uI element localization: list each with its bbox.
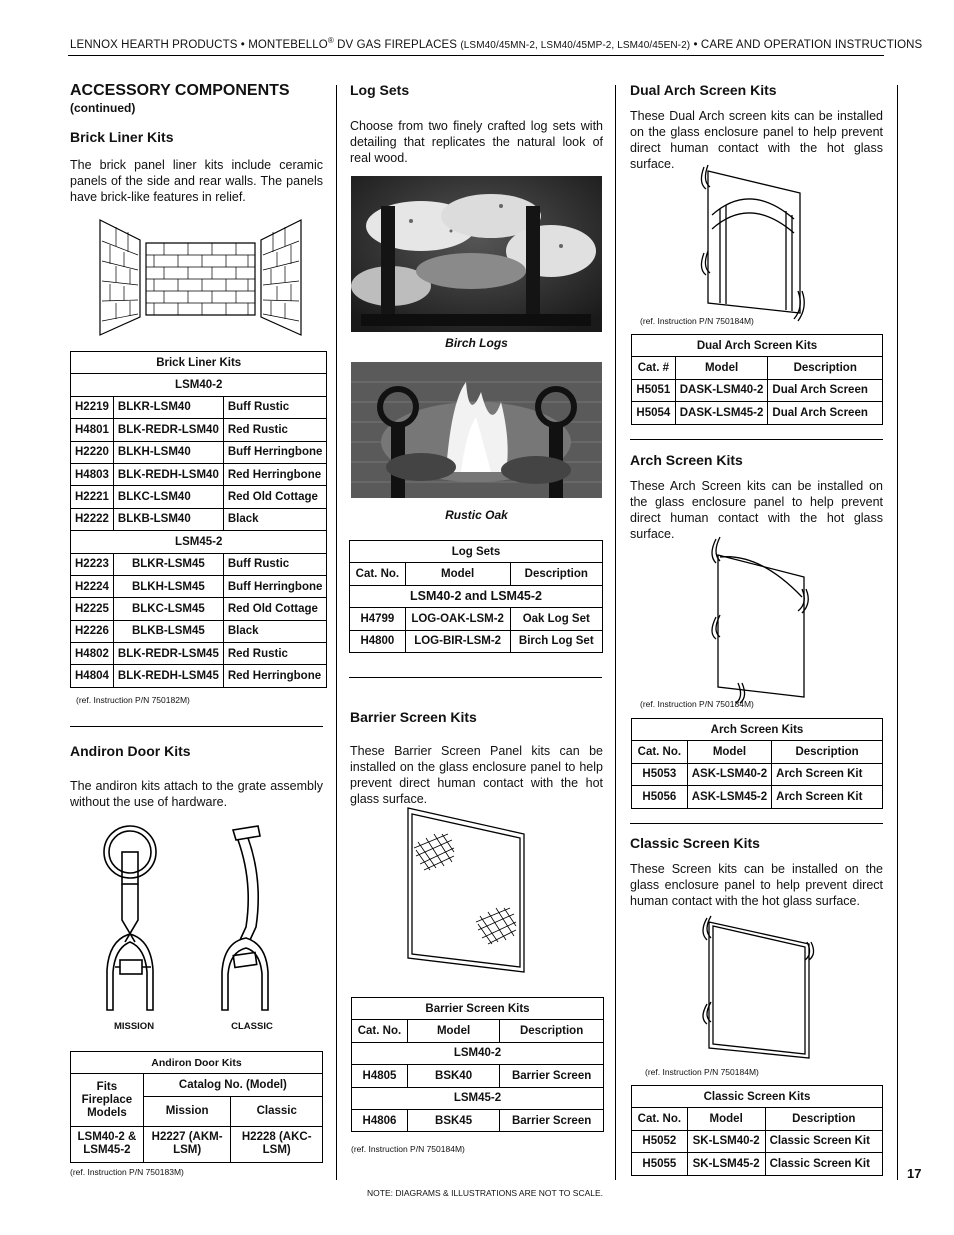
brick-liner-text: The brick panel liner kits include ceramic panels of the side and rear walls. The panels have brick-like features in relief. <box>70 158 323 204</box>
classic-screen-ref: (ref. Instruction P/N 750184M) <box>645 1067 759 1077</box>
table-cell: BLKR-LSM45 <box>113 553 223 575</box>
rule <box>70 726 323 727</box>
classic-header-model: Model <box>687 1108 765 1130</box>
andiron-fits-header: Fits Fireplace Models <box>71 1074 144 1126</box>
table-row <box>71 396 327 418</box>
table-cell: Dual Arch Screen <box>768 379 883 401</box>
table-row <box>632 1153 883 1175</box>
table-row <box>71 419 327 441</box>
barrier-table <box>351 997 604 1132</box>
rustic-oak-photo <box>351 362 602 498</box>
section-continued: (continued) <box>70 101 136 115</box>
table-cell: SK-LSM45-2 <box>687 1153 765 1175</box>
arch-screen-diagram <box>698 533 818 705</box>
table-row <box>632 763 883 785</box>
table-row <box>350 608 603 630</box>
table-cell: BSK45 <box>407 1109 499 1131</box>
table-cell: Arch Screen Kit <box>772 763 883 785</box>
log-header-cat: Cat. No. <box>350 563 406 585</box>
dual-arch-heading: Dual Arch Screen Kits <box>630 82 777 98</box>
table-row <box>71 441 327 463</box>
dual-arch-text: These Dual Arch screen kits can be installed on the glass enclosure panel to help prevent direct human contact with the hot glass surface. <box>630 109 883 171</box>
log-sets-text: Choose from two finely crafted log sets with detailing that replicates the natural look of real wood. <box>350 119 603 165</box>
log-header-description: Description <box>510 563 602 585</box>
classic-andiron-diagram <box>208 822 278 1018</box>
table-row <box>352 1065 604 1087</box>
table-cell: H2226 <box>71 620 114 642</box>
table-cell: H2225 <box>71 598 114 620</box>
table-cell: Arch Screen Kit <box>772 786 883 808</box>
table-row <box>71 575 327 597</box>
table-cell: Red Old Cottage <box>223 598 327 620</box>
brick-liner-diagram <box>98 215 303 340</box>
table-cell: H2222 <box>71 508 114 530</box>
table-cell: H4802 <box>71 643 114 665</box>
table-cell: BLK-REDH-LSM45 <box>113 665 223 687</box>
scale-note: NOTE: DIAGRAMS & ILLUSTRATIONS ARE NOT TO SCALE. <box>367 1188 604 1198</box>
birch-logs-caption: Birch Logs <box>445 336 508 350</box>
table-row <box>71 508 327 530</box>
table-cell: Red Herringbone <box>223 463 327 485</box>
arch-ref: (ref. Instruction P/N 750184M) <box>640 699 754 709</box>
table-row <box>71 665 327 687</box>
arch-header-cat: Cat. No. <box>632 741 688 763</box>
table-cell: H4799 <box>350 608 406 630</box>
andiron-ref: (ref. Instruction P/N 750183M) <box>70 1167 184 1177</box>
rule <box>630 823 883 824</box>
table-cell: H2220 <box>71 441 114 463</box>
table-cell: Classic Screen Kit <box>765 1130 882 1152</box>
table-row <box>632 1130 883 1152</box>
table-cell: Birch Log Set <box>510 630 602 652</box>
table-cell: H4803 <box>71 463 114 485</box>
dual-arch-header-cat: Cat. # <box>632 357 676 379</box>
table-row <box>632 402 883 424</box>
table-cell: SK-LSM40-2 <box>687 1130 765 1152</box>
brick-table-group-lsm45: LSM45-2 <box>71 531 327 553</box>
dual-arch-table-title: Dual Arch Screen Kits <box>632 335 883 357</box>
table-cell: BLK-REDR-LSM45 <box>113 643 223 665</box>
barrier-group-lsm40: LSM40-2 <box>352 1042 604 1064</box>
table-cell: H2223 <box>71 553 114 575</box>
arch-header-model: Model <box>687 741 771 763</box>
brick-liner-heading: Brick Liner Kits <box>70 129 174 145</box>
mission-andiron-diagram <box>95 822 165 1018</box>
section-title: ACCESSORY COMPONENTS <box>70 82 290 99</box>
arch-table-title: Arch Screen Kits <box>632 719 883 741</box>
page-number: 17 <box>907 1166 922 1181</box>
table-cell: DASK-LSM45-2 <box>675 402 768 424</box>
column-divider-2 <box>615 85 616 1180</box>
classic-header-cat: Cat. No. <box>632 1108 688 1130</box>
table-cell: BLKH-LSM45 <box>113 575 223 597</box>
table-cell: Red Herringbone <box>223 665 327 687</box>
barrier-header-description: Description <box>500 1020 604 1042</box>
table-cell: H5051 <box>632 379 676 401</box>
table-row <box>352 1109 604 1131</box>
table-cell: H4806 <box>352 1109 408 1131</box>
table-row <box>632 786 883 808</box>
table-cell: Red Rustic <box>223 643 327 665</box>
arch-text: These Arch Screen kits can be installed on the glass enclosure panel to help prevent direct human contact with the hot glass surface. <box>630 479 883 541</box>
andiron-heading: Andiron Door Kits <box>70 743 191 759</box>
log-table-group: LSM40-2 and LSM45-2 <box>350 585 603 607</box>
mission-label: MISSION <box>113 1021 155 1032</box>
table-cell: Red Rustic <box>223 419 327 441</box>
table-cell: Barrier Screen <box>500 1065 604 1087</box>
brick-liner-table <box>70 351 327 688</box>
table-cell: H2224 <box>71 575 114 597</box>
table-cell: BLKC-LSM40 <box>113 486 223 508</box>
table-cell: H4801 <box>71 419 114 441</box>
dual-arch-table <box>631 334 883 425</box>
arch-heading: Arch Screen Kits <box>630 452 743 468</box>
header-models: (LSM40/45MN-2, LSM40/45MP-2, LSM40/45EN-2) <box>460 39 691 51</box>
andiron-mission-cell: H2227 (AKM-LSM) <box>143 1126 231 1162</box>
rustic-oak-caption: Rustic Oak <box>445 508 508 522</box>
header-product: DV GAS FIREPLACES <box>333 38 461 51</box>
barrier-screen-diagram <box>396 804 531 976</box>
running-header <box>70 36 923 51</box>
table-cell: LOG-OAK-LSM-2 <box>405 608 510 630</box>
log-header-model: Model <box>405 563 510 585</box>
arch-table <box>631 718 883 809</box>
classic-screen-diagram <box>693 914 823 1066</box>
table-cell: DASK-LSM40-2 <box>675 379 768 401</box>
table-cell: BLKH-LSM40 <box>113 441 223 463</box>
table-cell: BLK-REDH-LSM40 <box>113 463 223 485</box>
table-cell: BLKB-LSM40 <box>113 508 223 530</box>
barrier-table-title: Barrier Screen Kits <box>352 998 604 1020</box>
table-cell: Dual Arch Screen <box>768 402 883 424</box>
dual-arch-screen-diagram <box>690 163 820 323</box>
brick-liner-ref: (ref. Instruction P/N 750182M) <box>76 695 190 705</box>
header-brand: LENNOX HEARTH PRODUCTS • MONTEBELLO <box>70 38 328 51</box>
table-cell: H4805 <box>352 1065 408 1087</box>
table-cell: H2219 <box>71 396 114 418</box>
table-cell: ASK-LSM40-2 <box>687 763 771 785</box>
table-row <box>71 643 327 665</box>
table-cell: BLKR-LSM40 <box>113 396 223 418</box>
andiron-text: The andiron kits attach to the grate assembly without the use of hardware. <box>70 779 323 809</box>
barrier-group-lsm45: LSM45-2 <box>352 1087 604 1109</box>
table-cell: Red Old Cottage <box>223 486 327 508</box>
classic-screen-table <box>631 1085 883 1176</box>
table-cell: H5052 <box>632 1130 688 1152</box>
column-divider-1 <box>336 85 337 1180</box>
table-cell: H5056 <box>632 786 688 808</box>
table-cell: BLK-REDR-LSM40 <box>113 419 223 441</box>
table-cell: H5055 <box>632 1153 688 1175</box>
andiron-models-cell: LSM40-2 & LSM45-2 <box>71 1126 144 1162</box>
table-cell: H5053 <box>632 763 688 785</box>
table-cell: Classic Screen Kit <box>765 1153 882 1175</box>
brick-table-group-lsm40: LSM40-2 <box>71 374 327 396</box>
dual-arch-header-model: Model <box>675 357 768 379</box>
classic-table-title: Classic Screen Kits <box>632 1086 883 1108</box>
table-cell: Black <box>223 620 327 642</box>
brick-table-title: Brick Liner Kits <box>71 352 327 374</box>
barrier-heading: Barrier Screen Kits <box>350 709 477 725</box>
header-registered-mark: ® <box>327 36 334 45</box>
andiron-classic-header: Classic <box>231 1096 323 1126</box>
andiron-mission-header: Mission <box>143 1096 231 1126</box>
table-row <box>71 598 327 620</box>
dual-arch-ref: (ref. Instruction P/N 750184M) <box>640 316 754 326</box>
table-cell: LOG-BIR-LSM-2 <box>405 630 510 652</box>
table-row <box>71 620 327 642</box>
classic-label: CLASSIC <box>231 1021 273 1032</box>
rule <box>630 439 883 440</box>
andiron-table <box>70 1051 323 1163</box>
log-sets-table <box>349 540 603 653</box>
table-cell: Buff Herringbone <box>223 441 327 463</box>
header-doc-type: • CARE AND OPERATION INSTRUCTIONS <box>690 38 923 51</box>
andiron-catalog-header: Catalog No. (Model) <box>143 1074 322 1096</box>
table-cell: ASK-LSM45-2 <box>687 786 771 808</box>
classic-screen-text: These Screen kits can be installed on the glass enclosure panel to help prevent direct human contact with the hot glass surface. <box>630 862 883 908</box>
table-cell: Buff Herringbone <box>223 575 327 597</box>
column-divider-3 <box>897 85 898 1180</box>
barrier-ref: (ref. Instruction P/N 750184M) <box>351 1144 465 1154</box>
table-cell: H4804 <box>71 665 114 687</box>
table-cell: Barrier Screen <box>500 1109 604 1131</box>
dual-arch-header-description: Description <box>768 357 883 379</box>
table-row <box>71 553 327 575</box>
barrier-header-model: Model <box>407 1020 499 1042</box>
table-cell: Oak Log Set <box>510 608 602 630</box>
table-row <box>350 630 603 652</box>
table-cell: H5054 <box>632 402 676 424</box>
table-row <box>71 486 327 508</box>
classic-header-description: Description <box>765 1108 882 1130</box>
header-rule <box>68 55 884 56</box>
andiron-classic-cell: H2228 (AKC-LSM) <box>231 1126 323 1162</box>
rule <box>349 677 602 678</box>
classic-screen-heading: Classic Screen Kits <box>630 835 760 851</box>
barrier-header-cat: Cat. No. <box>352 1020 408 1042</box>
table-cell: Buff Rustic <box>223 396 327 418</box>
arch-header-description: Description <box>772 741 883 763</box>
table-row <box>71 463 327 485</box>
table-cell: BSK40 <box>407 1065 499 1087</box>
table-cell: H4800 <box>350 630 406 652</box>
table-cell: H2221 <box>71 486 114 508</box>
table-cell: BLKB-LSM45 <box>113 620 223 642</box>
table-row <box>632 379 883 401</box>
birch-logs-photo <box>351 176 602 332</box>
log-table-title: Log Sets <box>350 541 603 563</box>
table-cell: Black <box>223 508 327 530</box>
table-cell: Buff Rustic <box>223 553 327 575</box>
barrier-text: These Barrier Screen Panel kits can be installed on the glass enclosure panel to help prevent direct human contact with the hot glass surface. <box>350 744 603 806</box>
table-cell: BLKC-LSM45 <box>113 598 223 620</box>
andiron-table-title: Andiron Door Kits <box>71 1052 323 1074</box>
log-sets-heading: Log Sets <box>350 82 410 98</box>
